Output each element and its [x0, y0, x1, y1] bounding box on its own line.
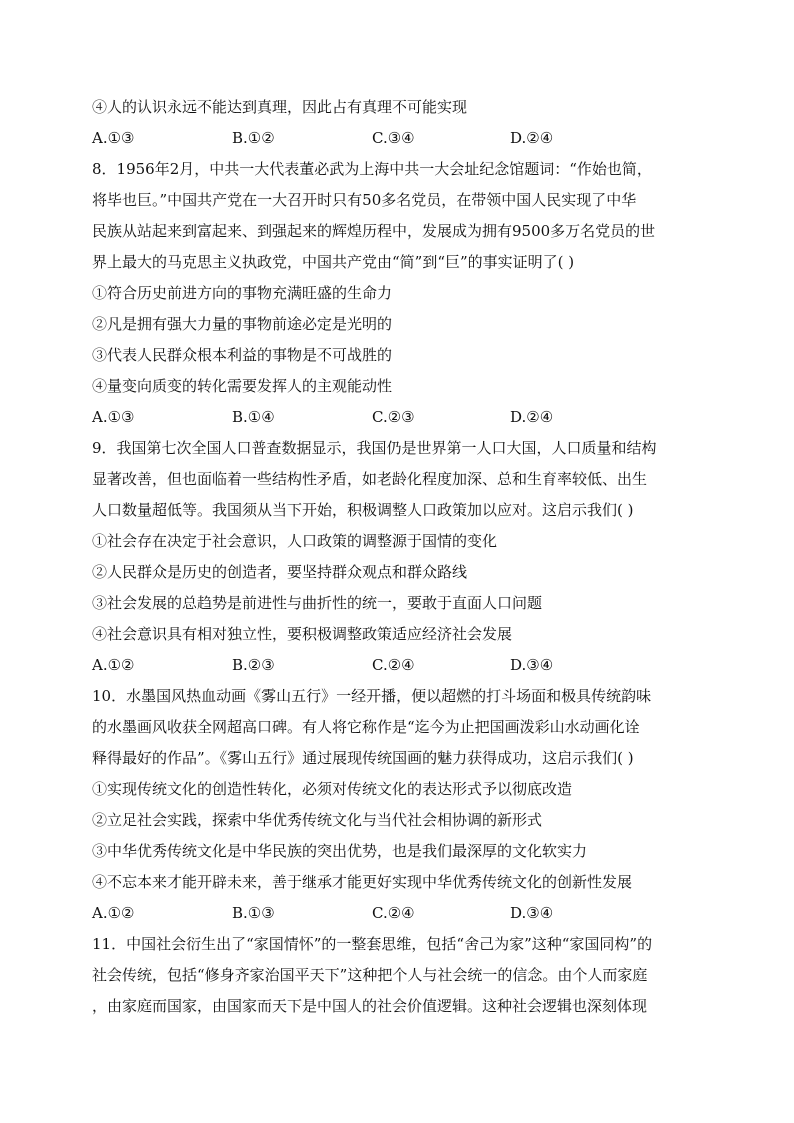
q8-option-a: A.①③: [92, 408, 135, 426]
q8-statement-2: ②凡是拥有强大力量的事物前途必定是光明的: [92, 315, 393, 333]
exam-page: [92, 92, 704, 1022]
q10-option-c: C.②④: [372, 904, 415, 922]
q8-statement-3: ③代表人民群众根本利益的事物是不可战胜的: [92, 346, 393, 364]
q8-options: [92, 402, 704, 433]
q10-statement-1: ①实现传统文化的创造性转化，必须对传统文化的表达形式予以彻底改造: [92, 780, 573, 798]
q9-options: [92, 650, 704, 681]
q8-stem-line: 将毕也巨。”中国共产党在一大召开时只有50多名党员，在带领中国人民实现了中华: [92, 191, 637, 209]
q9-statement-3: ③社会发展的总趋势是前进性与曲折性的统一，要敢于直面人口问题: [92, 594, 543, 612]
q8-statement-1: ①符合历史前进方向的事物充满旺盛的生命力: [92, 284, 393, 302]
q11-stem-line: 11．中国社会衍生出了“家国情怀”的一整套思维，包括“舍己为家”这种“家国同构”的: [92, 935, 653, 953]
q9-statement-1: ①社会存在决定于社会意识，人口政策的调整源于国情的变化: [92, 532, 498, 550]
q7-option-d: D.②④: [510, 129, 554, 147]
q9-statement-2: ②人民群众是历史的创造者，要坚持群众观点和群众路线: [92, 563, 468, 581]
q9-statement-4: ④社会意识具有相对独立性，要积极调整政策适应经济社会发展: [92, 625, 513, 643]
q9-stem-line: 显著改善，但也面临着一些结构性矛盾，如老龄化程度加深、总和生育率较低、出生: [92, 470, 648, 488]
q8-stem-line: 民族从站起来到富起来、到强起来的辉煌历程中，发展成为拥有9500多万名党员的世: [92, 222, 656, 240]
q10-statement-4: ④不忘本来才能开辟未来，善于继承才能更好实现中华优秀传统文化的创新性发展: [92, 873, 633, 891]
q9-option-d: D.③④: [510, 656, 554, 674]
q7-options: [92, 123, 704, 154]
q9-option-a: A.①②: [92, 656, 135, 674]
q7-statement-4: ④人的认识永远不能达到真理，因此占有真理不可能实现: [92, 98, 468, 116]
q10-statement-3: ③中华优秀传统文化是中华民族的突出优势，也是我们最深厚的文化软实力: [92, 842, 588, 860]
q8-stem-line: 8．1956年2月，中共一大代表董必武为上海中共一大会址纪念馆题词：“作始也简，: [92, 160, 652, 178]
q9-stem-line: 人口数量超低等。我国须从当下开始，积极调整人口政策加以应对。这启示我们( ): [92, 501, 634, 519]
q10-option-a: A.①②: [92, 904, 135, 922]
q8-stem-line: 界上最大的马克思主义执政党，中国共产党由“简”到“巨”的事实证明了( ): [92, 253, 575, 271]
q10-stem-line: 10．水墨国风热血动画《雾山五行》一经开播，便以超燃的打斗场面和极具传统韵味: [92, 687, 652, 705]
q10-stem-line: 释得最好的作品”。《雾山五行》通过展现传统国画的魅力获得成功，这启示我们( ): [92, 749, 634, 767]
q10-statement-2: ②立足社会实践，探索中华优秀传统文化与当代社会相协调的新形式: [92, 811, 543, 829]
q7-option-c: C.③④: [372, 129, 415, 147]
q7-option-a: A.①③: [92, 129, 135, 147]
q10-options: [92, 898, 704, 929]
q8-option-d: D.②④: [510, 408, 554, 426]
q9-stem-line: 9．我国第七次全国人口普查数据显示，我国仍是世界第一人口大国，人口质量和结构: [92, 439, 657, 457]
q11-stem-line: 社会传统，包括“修身齐家治国平天下”这种把个人与社会统一的信念。由个人而家庭: [92, 966, 648, 984]
q9-option-b: B.②③: [232, 656, 275, 674]
q10-stem-line: 的水墨画风收获全网超高口碑。有人将它称作是“迄今为止把国画泼彩山水动画化诠: [92, 718, 640, 736]
q7-option-b: B.①②: [232, 129, 275, 147]
q8-option-b: B.①④: [232, 408, 275, 426]
q8-statement-4: ④量变向质变的转化需要发挥人的主观能动性: [92, 377, 393, 395]
q11-stem-line: ，由家庭而国家，由国家而天下是中国人的社会价值逻辑。这种社会逻辑也深刻体现: [92, 997, 648, 1015]
q8-option-c: C.②③: [372, 408, 415, 426]
q9-option-c: C.②④: [372, 656, 415, 674]
q10-option-d: D.③④: [510, 904, 554, 922]
q10-option-b: B.①③: [232, 904, 275, 922]
